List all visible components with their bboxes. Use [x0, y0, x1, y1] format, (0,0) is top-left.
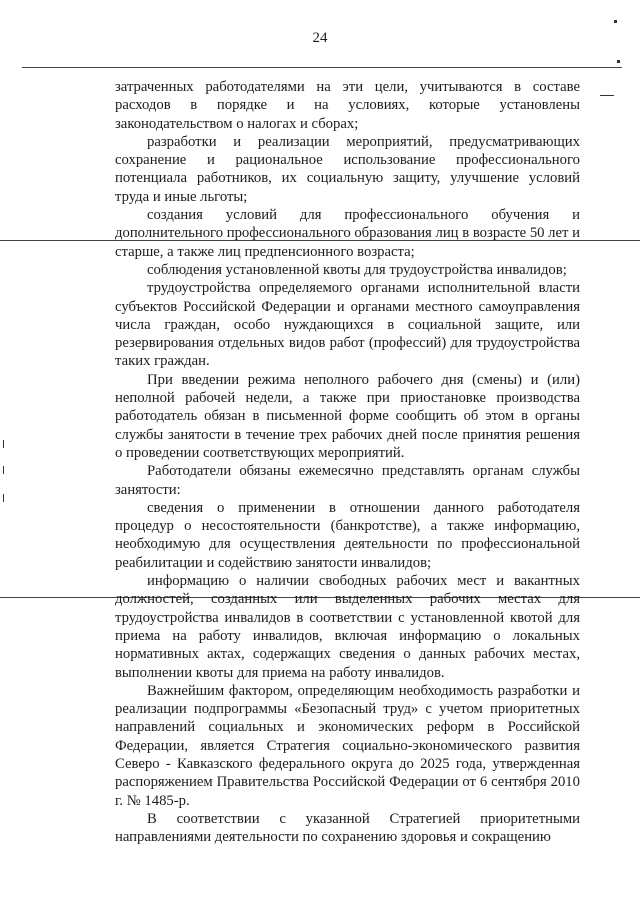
scan-mark — [617, 60, 620, 63]
paragraph: При введении режима неполного рабочего дня (смены) и (или) неполной рабочей недели, а также при приостановке производства работодатель обязан в письменной форме сообщить об этом в органы службы занятости в течение трех рабочих дней после принятия решения о проведении соответствующих мероприятий. — [115, 371, 580, 461]
document-body — [115, 78, 580, 846]
paragraph: соблюдения установленной квоты для трудоустройства инвалидов; — [147, 261, 567, 278]
page-number: 24 — [312, 30, 328, 46]
scan-mark — [614, 20, 617, 23]
paragraph: разработки и реализации мероприятий, предусматривающих сохранение и рациональное использование профессионального потенциала работников, их социальную защиту, улучшение условий труда и иные льготы; — [115, 133, 580, 205]
scan-mark — [3, 466, 4, 474]
paragraph: информацию о наличии свободных рабочих мест и вакантных должностей, созданных или выделенных рабочих местах для трудоустройства инвалидов в соответствии с установленной квотой для приема на работу инвалидов, включая информацию о локальных нормативных актах, содержащих сведения о данных рабочих местах, выполнении квоты для приема на работу инвалидов. — [115, 573, 580, 681]
paragraph: В соответствии с указанной Стратегией приоритетными направлениями деятельности по сохранению здоровья и сокращению — [115, 810, 580, 846]
scan-mark — [600, 95, 614, 96]
paragraph: трудоустройства определяемого органами исполнительной власти субъектов Российской Федерации и органами местного самоуправления числа граждан, особо нуждающихся в социальной защите, или резервирования отдельных видов работ (профессий) для трудоустройства таких граждан. — [115, 280, 580, 370]
paragraph: Важнейшим фактором, определяющим необходимость разработки и реализации подпрограммы «Безопасный труд» с учетом приоритетных направлений социальных и экономических реформ в Российской Федерации, является Стратегия социально-экономического развития Северо - Кавказского федерального округа до 2025 года, утвержденная распоряжением Правительства Российской Федерации от 6 сентября 2010 г. № 1485-р. — [115, 682, 580, 809]
paragraph: затраченных работодателями на эти цели, учитываются в составе расходов в порядке и на условиях, которые установлены законодательством о налогах и сборах; — [115, 79, 580, 132]
scan-line-top — [22, 67, 622, 68]
paragraph: Работодатели обязаны ежемесячно представлять органам службы занятости: — [115, 463, 580, 498]
paragraph: создания условий для профессионального обучения и дополнительного профессионального образования лиц в возрасте 50 лет и старше, а также лиц предпенсионного возраста; — [115, 207, 580, 260]
paragraph: сведения о применении в отношении данного работодателя процедур о несостоятельности (банкротстве), а также информацию, необходимую для осуществления деятельности по профессиональной реабилитации и содействию занятости инвалидов; — [115, 499, 580, 571]
scan-mark — [3, 440, 4, 448]
scan-mark — [3, 494, 4, 502]
